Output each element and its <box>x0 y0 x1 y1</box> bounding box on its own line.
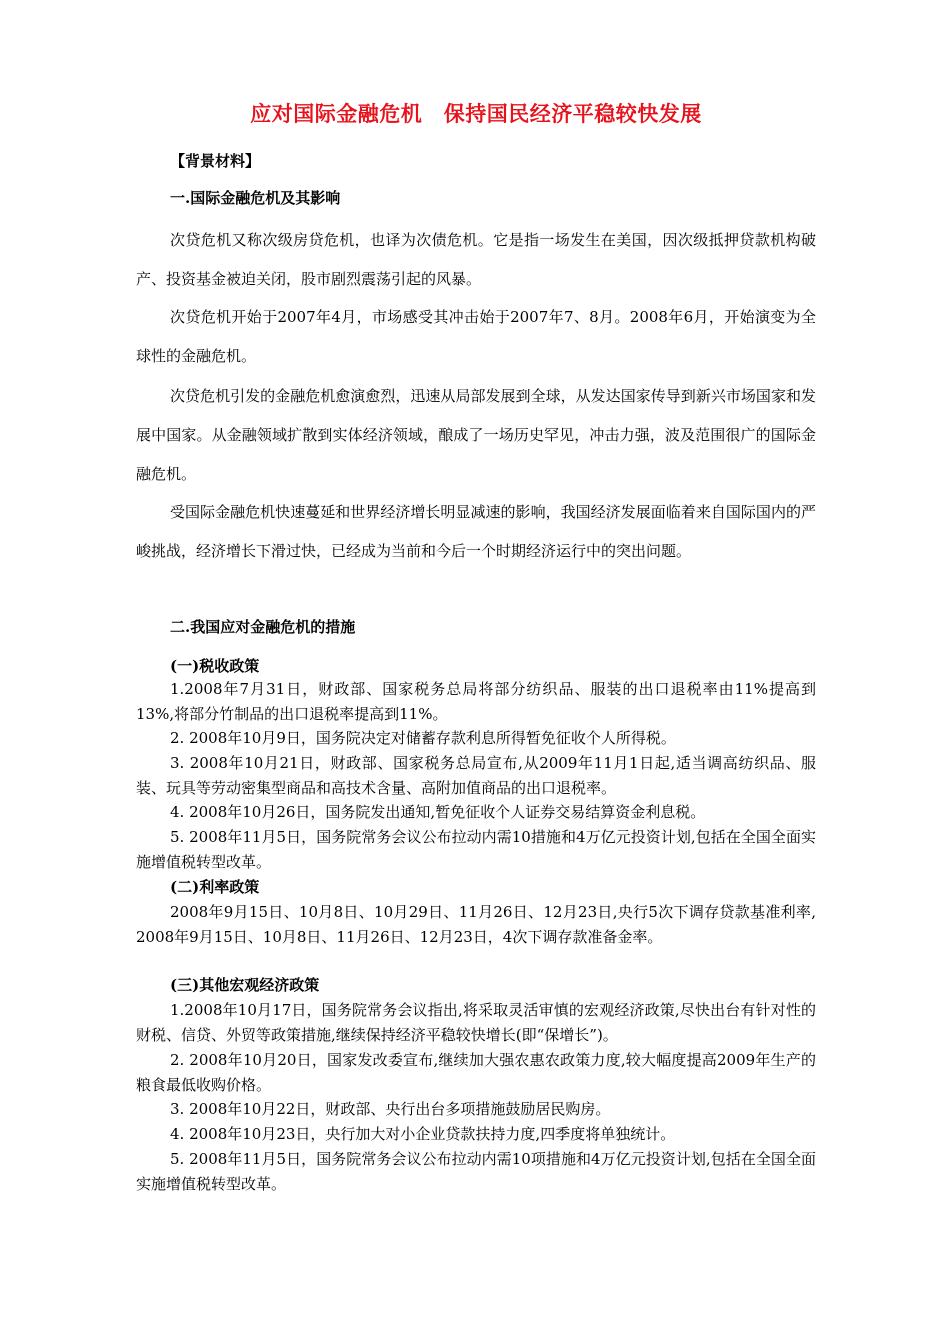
section1-paragraph-3: 次贷危机引发的金融危机愈演愈烈，迅速从局部发展到全球，从发达国家传导到新兴市场国家和发展中国家。从金融领域扩散到实体经济领域，酿成了一场历史罕见，冲击力强，波及范围很广的国际金融危机。 <box>136 387 816 483</box>
macro-policy-heading: (三)其他宏观经济政策 <box>170 976 320 994</box>
macro-item-5: 5. 2008年11月5日，国务院常务会议公布拉动内需10项措施和4万亿元投资计划,包括在全国全面实施增值税转型改革。 <box>136 1150 816 1193</box>
rate-item-1: 2008年9月15日、10月8日、10月29日、11月26日、12月23日,央行5次下调存贷款基准利率, 2008年9月15日、10月8日、11月26日、12月23日，4次下调存款准备金率。 <box>136 903 816 946</box>
macro-item-4: 4. 2008年10月23日，央行加大对小企业贷款扶持力度,四季度将单独统计。 <box>170 1125 676 1143</box>
section1-paragraph-2: 次贷危机开始于2007年4月，市场感受其冲击始于2007年7、8月。2008年6月，开始演变为全球性的金融危机。 <box>136 308 816 365</box>
tax-item-1: 1.2008年7月31日，财政部、国家税务总局将部分纺织品、服装的出口退税率由11%提高到13%,将部分竹制品的出口退税率提高到11%。 <box>136 680 816 723</box>
document-title: 应对国际金融危机 保持国民经济平稳较快发展 <box>250 101 702 126</box>
tax-policy-heading: (一)税收政策 <box>170 657 260 675</box>
background-label: 【背景材料】 <box>170 152 261 170</box>
macro-item-3: 3. 2008年10月22日，财政部、央行出台多项措施鼓励居民购房。 <box>170 1100 611 1118</box>
section1-paragraph-4: 受国际金融危机快速蔓延和世界经济增长明显减速的影响，我国经济发展面临着来自国际国内的严峻挑战，经济增长下滑过快，已经成为当前和今后一个时期经济运行中的突出问题。 <box>136 503 816 560</box>
macro-item-1: 1.2008年10月17日，国务院常务会议指出,将采取灵活审慎的宏观经济政策,尽快出台有针对性的财税、信贷、外贸等政策措施,继续保持经济平稳较快增长(即“保增长”)。 <box>136 1001 816 1044</box>
macro-item-2: 2. 2008年10月20日，国家发改委宣布,继续加大强农惠农政策力度,较大幅度提高2009年生产的粮食最低收购价格。 <box>136 1051 816 1094</box>
section1-heading: 一.国际金融危机及其影响 <box>170 189 341 207</box>
section2-heading: 二.我国应对金融危机的措施 <box>170 618 356 636</box>
tax-item-4: 4. 2008年10月26日，国务院发出通知,暂免征收个人证券交易结算资金利息税。 <box>170 803 706 821</box>
tax-item-2: 2. 2008年10月9日，国务院决定对储蓄存款利息所得暂免征收个人所得税。 <box>170 729 676 747</box>
rate-policy-heading: (二)利率政策 <box>170 878 260 896</box>
section1-paragraph-1: 次贷危机又称次级房贷危机，也译为次债危机。它是指一场发生在美国，因次级抵押贷款机构破产、投资基金被迫关闭，股市剧烈震荡引起的风暴。 <box>136 231 816 288</box>
tax-item-3: 3. 2008年10月21日，财政部、国家税务总局宣布,从2009年11月1日起,适当调高纺织品、服装、玩具等劳动密集型商品和高技术含量、高附加值商品的出口退税率。 <box>136 754 816 797</box>
tax-item-5: 5. 2008年11月5日，国务院常务会议公布拉动内需10措施和4万亿元投资计划,包括在全国全面实施增值税转型改革。 <box>136 828 816 871</box>
